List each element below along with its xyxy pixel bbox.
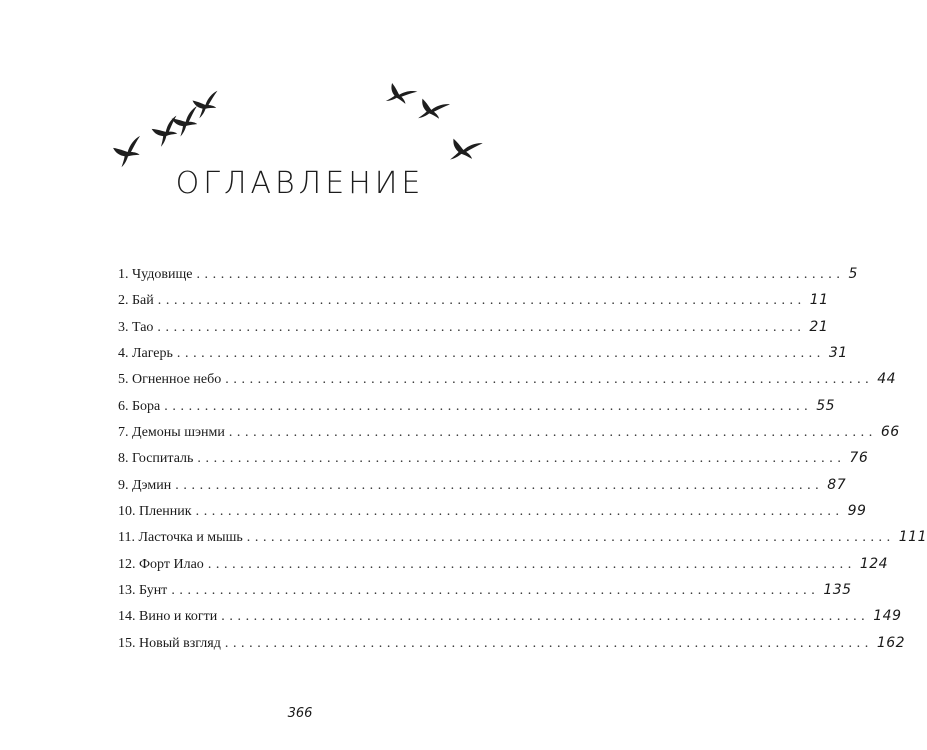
page-number: 366 xyxy=(287,706,313,721)
toc-entry xyxy=(118,292,829,318)
swallow-icon xyxy=(171,106,205,137)
toc-entry-page: 21 xyxy=(809,318,829,335)
toc-entry-page: 111 xyxy=(898,529,927,546)
toc-entry xyxy=(118,529,927,555)
dot-leader: ................................................................................ xyxy=(164,398,813,414)
dot-leader: ................................................................................ xyxy=(195,504,844,520)
toc-entry xyxy=(118,450,869,476)
toc-entry-label: 1. Чудовище xyxy=(118,267,193,282)
toc-entry-label: 13. Бунт xyxy=(118,583,168,599)
toc-entry-label: 7. Демоны шэнми xyxy=(118,425,225,441)
toc-entry-label: 8. Госпиталь xyxy=(118,451,194,467)
dot-leader: ................................................................................ xyxy=(224,635,873,651)
table-of-contents xyxy=(118,266,927,661)
toc-entry xyxy=(118,582,852,608)
dot-leader: ................................................................................ xyxy=(207,556,856,572)
dot-leader: ................................................................................ xyxy=(228,425,877,441)
dot-leader: ................................................................................ xyxy=(221,609,870,625)
toc-entry-label: 9. Дэмин xyxy=(118,477,172,493)
toc-entry-label: 11. Ласточка и мышь xyxy=(118,530,243,546)
toc-entry-label: 5. Огненное небо xyxy=(118,372,222,388)
dot-leader: ................................................................................ xyxy=(225,372,874,388)
dot-leader: ................................................................................ xyxy=(176,346,825,362)
dot-leader: ................................................................................ xyxy=(157,293,806,309)
toc-entry-label: 3. Тао xyxy=(118,319,154,335)
toc-entry-label: 6. Бора xyxy=(118,398,161,414)
dot-leader: ................................................................................ xyxy=(157,319,806,335)
toc-entry xyxy=(118,555,889,582)
toc-entry xyxy=(118,476,847,503)
toc-entry xyxy=(118,424,900,450)
toc-entry-page: 76 xyxy=(849,450,869,467)
toc-entry-page: 99 xyxy=(847,503,867,520)
dot-leader: ................................................................................ xyxy=(197,451,846,467)
swallow-icon xyxy=(112,136,147,168)
dot-leader: ................................................................................ xyxy=(196,267,845,282)
swallow-icon xyxy=(192,91,223,119)
toc-entry-page: 31 xyxy=(828,345,848,362)
dot-leader: ................................................................................ xyxy=(246,530,895,546)
toc-entry xyxy=(118,634,906,661)
swallow-icon xyxy=(416,96,450,127)
toc-entry-label: 2. Бай xyxy=(118,293,154,309)
page-title: ОГЛАВЛЕНИЕ xyxy=(175,166,425,201)
toc-entry-label: 10. Пленник xyxy=(118,504,192,520)
toc-entry xyxy=(118,266,858,292)
swallow-icon xyxy=(448,136,483,167)
toc-entry xyxy=(118,345,848,371)
toc-entry xyxy=(118,371,897,397)
toc-entry-label: 12. Форт Илао xyxy=(118,556,204,572)
toc-entry-page: 149 xyxy=(873,608,902,625)
toc-entry xyxy=(118,318,829,345)
toc-entry xyxy=(118,503,867,529)
toc-entry-page: 5 xyxy=(848,266,858,282)
toc-entry-label: 15. Новый взгляд xyxy=(118,635,221,651)
toc-entry-page: 135 xyxy=(823,582,852,599)
toc-entry-page: 124 xyxy=(859,555,889,572)
toc-entry-label: 4. Лагерь xyxy=(118,346,173,362)
toc-entry-page: 55 xyxy=(816,397,836,414)
dot-leader: ................................................................................ xyxy=(175,477,824,493)
dot-leader: ................................................................................ xyxy=(171,583,820,599)
toc-entry-page: 66 xyxy=(880,424,900,441)
toc-entry xyxy=(118,608,902,634)
toc-entry-page: 44 xyxy=(877,371,897,388)
toc-entry-page: 11 xyxy=(809,292,829,309)
swallow-icon xyxy=(384,80,417,111)
toc-entry xyxy=(118,397,836,424)
toc-entry-label: 14. Вино и когти xyxy=(118,609,218,625)
toc-entry-page: 162 xyxy=(876,634,906,651)
toc-entry-page: 87 xyxy=(827,476,847,493)
